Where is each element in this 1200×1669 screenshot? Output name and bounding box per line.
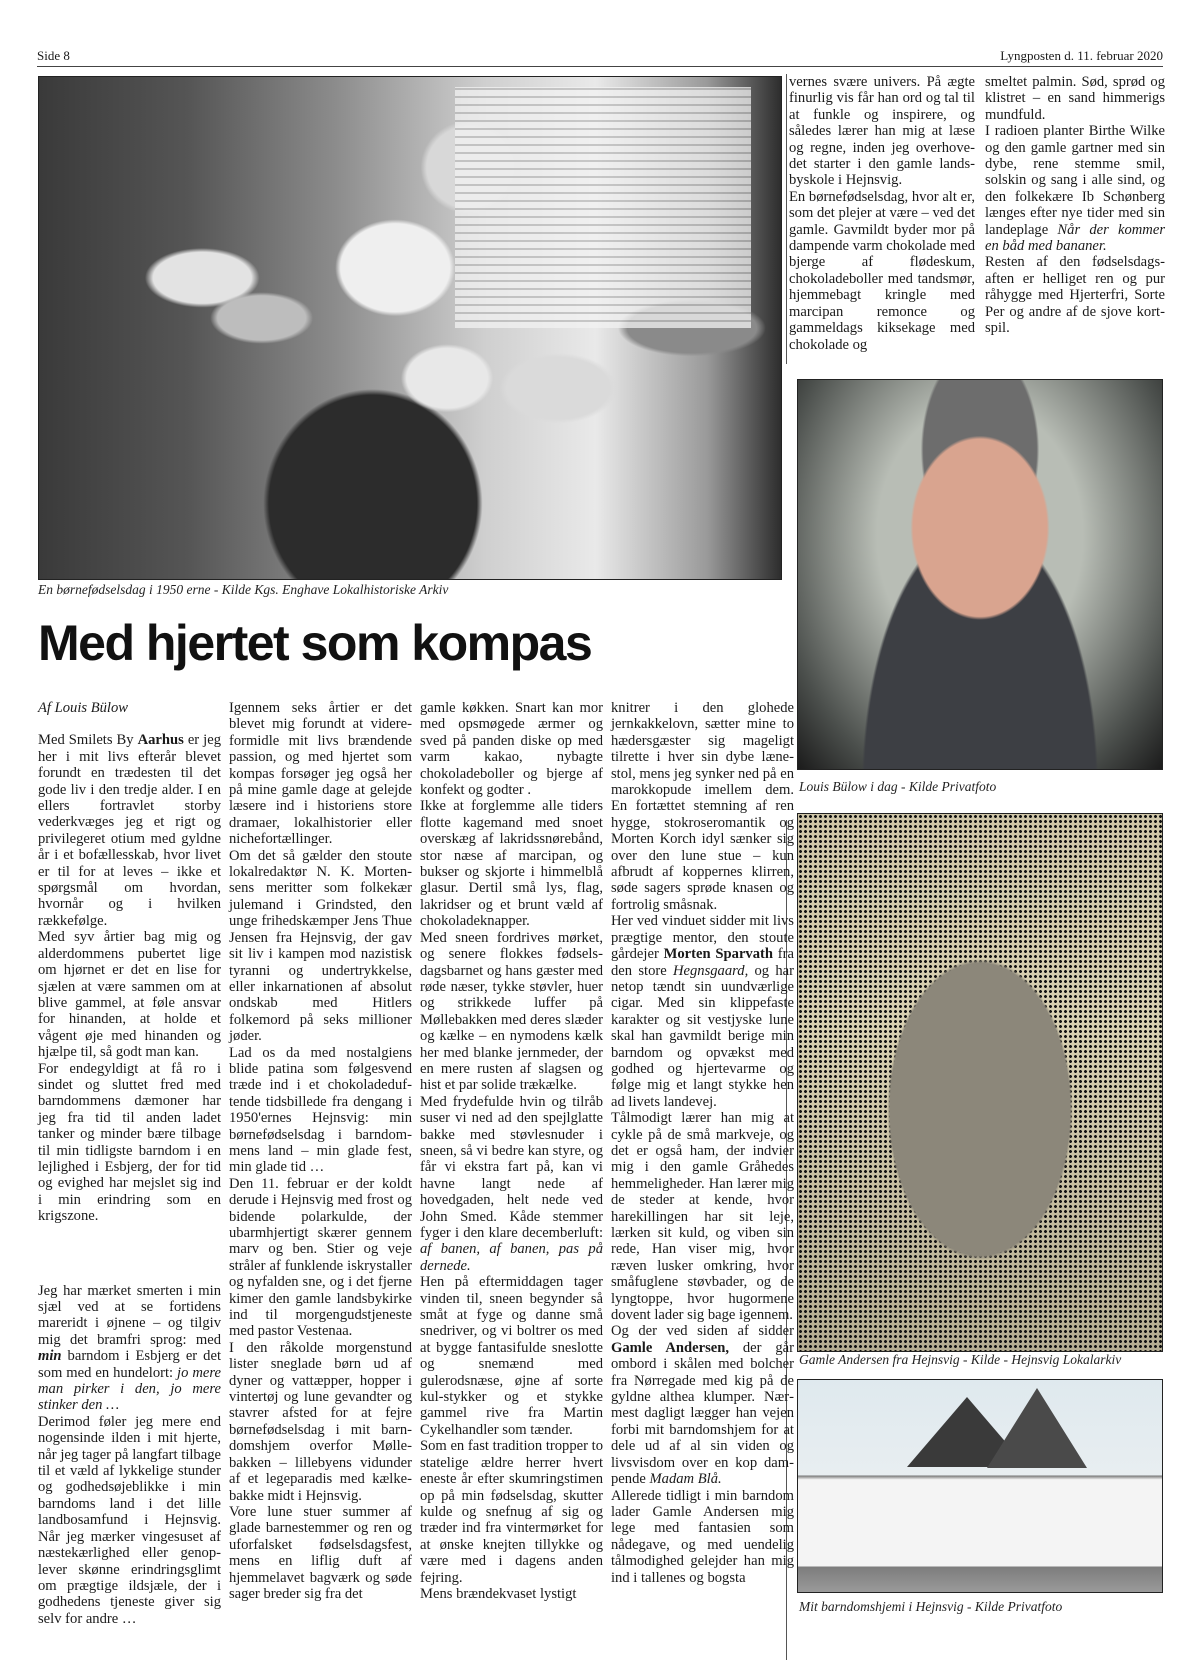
article-column-6 xyxy=(985,74,1165,337)
paragraph: Her ved vinduet sidder mit livs prægtige mentor, den stoute gårdejer Morten Sparvath fra den store Hegnsgaard, og har netop tændt sin uundværlige cigar. Med sin klippefaste karakter og sit vestjyske lune skal han gavmildt berige min barndom og opvækst med godhed og hjertevarme og følge mig et langt stykke hen ad livets landevej. xyxy=(611,913,794,1110)
byline: Af Louis Bülow xyxy=(38,700,129,716)
paragraph: Og der ved siden af sidder Gamle Andersen, der går ombord i skålen med bolcher fra Nørregade med kig på de gyldne althea klumper. Nærmest dagligt lægger han vejen forbi mit barndomshjem for at dele ud af al sin viden og livsvisdom over en kop dampende Madam Blå. xyxy=(611,1323,794,1488)
paragraph: For endegyldigt at få ro i sindet og sluttet fred med barndommens dæmoner har jeg fra tid til anden ladet tanker og minder bære tilbage til min tidligste barndom i en lejlighed i Esbjerg, der for tid og evighed har mejslet sig ind i min erindring som en krigszone. xyxy=(38,1060,221,1225)
paragraph: Mens brændekvaset lystigt xyxy=(420,1585,577,1602)
paragraph: Lad os da med nostalgiens blide patina som følgesvend træde ind i et chokoladeduftende tidsbillede fra dengang i 1950'ernes Hejnsvig: min børnefødselsdag i barndommens land – min glade fest, min glade tid … xyxy=(229,1044,412,1176)
paragraph: Med syv årtier bag mig og alderdommens pubertet lige om hjørnet er det en lise for sjælen at være sammen om at blive gammel, at føle ansvar for hinanden, at holde et vågent øje med hinanden og hjælpe til, så godt man kan. xyxy=(38,929,221,1061)
paragraph: Derimod føler jeg mere end nogensinde ilden i mit hjerte, når jeg tager på langfart tilbage til et væld af lykkelige stunder og godhedsøjeblikke i min barndoms land i det lille landbosamfund i Hejnsvig. Når jeg mærker vingesuset af næstekærlighed eller genoplever skønne erindringsglimt om prægtige ildsjæle, der i godhedens tjeneste giver sig selv for andre … xyxy=(38,1413,221,1627)
paragraph: Med sneen fordrives mørket, og senere flokkes fødselsdagsbarnet og hans gæster med røde næser, tykke støvler, huer og strikkede luffer på Møllebakken med deres slæder og kælke – en nymodens kælk her med blanke jernmeder, der en mere rusten af slagsen og hist et par solide trækælke. xyxy=(420,929,603,1094)
publication-date: Lyngposten d. 11. februar 2020 xyxy=(1000,48,1163,63)
article-column-5 xyxy=(789,74,975,353)
column-divider xyxy=(786,74,787,364)
page-number: Side 8 xyxy=(37,48,70,63)
paragraph: Jeg har mærket smerten i min sjæl ved at se fortidens mareridt i øjnene – og tilgiv mig det bramfri sprog: med min barndom i Esbjerg er det som med en hundelort: jo mere man pirker i den, jo mere stinker den … xyxy=(38,1282,221,1414)
paragraph: Igennem seks årtier er det blevet mig forundt at videreformidle mit livs brændende passion, og med hjertet som kompas forsøger jeg også her på mine gamle dage at gelejde læsere ind i historiens store dramaer, lokalhistorier eller nichefortællinger. xyxy=(229,700,412,848)
article-headline: Med hjertet som kompas xyxy=(38,615,592,671)
column-gap xyxy=(38,1225,221,1283)
main-photo-caption: En børnefødselsdag i 1950 erne - Kilde Kgs. Enghave Lokalhistoriske Arkiv xyxy=(38,582,449,597)
paragraph: Om det så gælder den stoute lokalredaktør N. K. Mortensens meritter som folkekær julemand i Grindsted, den unge frihedskæmper Jens Thue Jensen fra Hejnsvig, der gav sit liv i kampen mod nazistisk tyranni og undertrykkelse, eller inkarnationen af absolut ondskab med Hitlers folkemord på seks millioner jøder. xyxy=(229,847,412,1045)
paragraph: Den 11. februar er der koldt derude i Hejnsvig med frost og bidende polarkulde, der ubarmhjertigt skærer gennem marv og ben. Stier og veje stråler af funklende iskrystaller og nyfalden sne, og i det fjerne kimer den gamle landsbykirke ind til morgengudstjeneste med pastor Vestenaa. xyxy=(229,1175,412,1340)
paragraph: Allerede tidligt i min barndom lader Gamle Andersen mig lege med fantasien som nådegave, og med uendelig tålmodighed gelejder han mig ind i tallenes og bogsta xyxy=(611,1487,794,1586)
paragraph: Ikke at forglemme alle tiders flotte kagemand med snoet overskæg af lakridssnørebånd, stor næse af marcipan, og bukser og skjorte i himmelblå glasur. Dertil små lys, flag, lakridser og et brunt væld af chokoladeknapper. xyxy=(420,798,603,930)
paragraph: I radioen planter Birthe Wilke og den gamle gartner med sin dybe, rene stemme smil, solskin og sang i alle sind, og den folkekære Ib Schønberg længes efter nye tider med sin landeplage Når der kommer en båd med bananer. xyxy=(985,123,1165,255)
paragraph: Resten af den fødselsdagsaften er helliget ren og pur råhygge med Hjerterfri, Sorte Per og andre af de sjove kortspil. xyxy=(985,254,1165,337)
paragraph: Tålmodigt lærer han mig at cykle på de små markveje, og det er også ham, der indvier mig i den gamle Gråhedes hemmeligheder. Han lærer mig de steder at kende, hvor harekillingen har sit leje, lærken sit kuld, og viben sin rede, Han viser mig, hvor ræven lusker omkring, hvor småfuglene støvbader, og de lyngtoppe, hvor hugormene dovent lader sig bage igennem. xyxy=(611,1110,794,1324)
andersen-caption: Gamle Andersen fra Hejnsvig - Kilde - Hejnsvig Lokalarkiv xyxy=(799,1352,1122,1367)
paragraph: Med frydefulde hvin og tilråb suser vi ned ad den spejlglatte bakke med støvlesnuder i sneen, så vi bedre kan styre, og får vi ekstra fart på, kan vi havne langt nede af hovedgaden, helt nede ved John Smed. Kåde stemmer fyger i den klare decemberluft: af banen, af banen, pas på dernede. xyxy=(420,1093,603,1274)
article-column-3 xyxy=(420,700,603,1602)
article-column-4 xyxy=(611,700,794,1586)
article-column-1 xyxy=(38,700,221,1627)
birthday-party-photo xyxy=(38,76,782,580)
page-header xyxy=(37,44,1163,67)
paragraph: I den råkolde morgenstund lister sneglade børn ud af dyner og vattæpper, hopper i vintertøj og lune gevandter og stavrer afsted for at fejre børnefødselsdag i mit barndomshjem overfor Møllebakken – lillebyens vidunder af et legeparadis med kælkebakke midt i Hejnsvig. xyxy=(229,1339,412,1504)
paragraph: Hen på eftermiddagen tager vinden til, sneen begynder så småt at fyge og danne små snedriver, og vi boltrer os med at bygge fantasifulde sneslotte og snemænd med gulerodsnæse, øjne af sorte kul-stykker og et stykke gammel rive fra Martin Cykelhandler som tænder. xyxy=(420,1274,603,1438)
article-column-2 xyxy=(229,700,412,1602)
paragraph: En børnefødselsdag, hvor alt er, som det plejer at være – ved det gamle. Gavmildt byder mor på dampende varm chokolade med bjerge af flødeskum, chokoladeboller med tandsmør, hjemmebagt kringle med marcipan remonce og gammeldags kiksekage med chokolade og xyxy=(789,188,976,353)
paragraph: Med Smilets By Aarhus er jeg her i mit livs efterår blevet forundt en trædesten til det gode liv i den tredje alder. I en ellers fortravlet storby vederkvæges jeg et rigt og privilegeret otium med gyldne år i et bofællesskab, hvor livet er til for at leves – ikke et spørgsmål om hvordan, hvornår og i hvilken rækkefølge. xyxy=(38,732,222,929)
gamle-andersen-photo xyxy=(797,813,1163,1352)
paragraph: vernes svære univers. På ægte finurlig vis får han ord og tal til at funkle og inspirere, og således lærer han mig at læse og regne, inden jeg overhovedet starter i den gamle landsbyskole i Hejnsvig. xyxy=(789,74,975,189)
paragraph: knitrer i den glohede jernkakkelovn, sætter mine to hædersgæster sig mageligt tilrette i hver sin dybe lænestol, mens jeg synker ned på en marokkopude imellem dem. En fortættet stemning af ren hygge, stokroseromantik og Morten Korch idyl sænker sig over den lune stue – kun afbrudt af koppernes klirren, søde sagers sprøde knasen og fortrolig småsnak. xyxy=(611,700,794,913)
author-portrait-photo xyxy=(797,379,1163,770)
childhood-home-photo xyxy=(797,1379,1163,1593)
paragraph: smeltet palmin. Sød, sprød og klistret – en sand himmerigs mundfuld. xyxy=(985,74,1165,123)
paragraph: gamle køkken. Snart kan mor med opsmøgede ærmer og sved på panden diske op med varm kakao, nybagte chokoladeboller og bjerge af konfekt og godter . xyxy=(420,700,603,799)
paragraph: Vore lune stuer summer af glade barnestemmer og ren og uforfalsket fødselsdagsfest, mens en liflig duft af hjemmelavet bagværk og søde sager breder sig fra det xyxy=(229,1503,412,1602)
house-caption: Mit barndomshjemi i Hejnsvig - Kilde Privatfoto xyxy=(799,1599,1063,1614)
portrait-caption: Louis Bülow i dag - Kilde Privatfoto xyxy=(799,779,997,794)
paragraph: Som en fast tradition tropper to statelige ældre herrer hvert eneste år efter skumringstimen op på min fødselsdag, skutter kulde og snefnug af sig og træder ind fra vintermørket for at ønske knejten tillykke og være med i dagens anden fejring. xyxy=(420,1438,603,1586)
